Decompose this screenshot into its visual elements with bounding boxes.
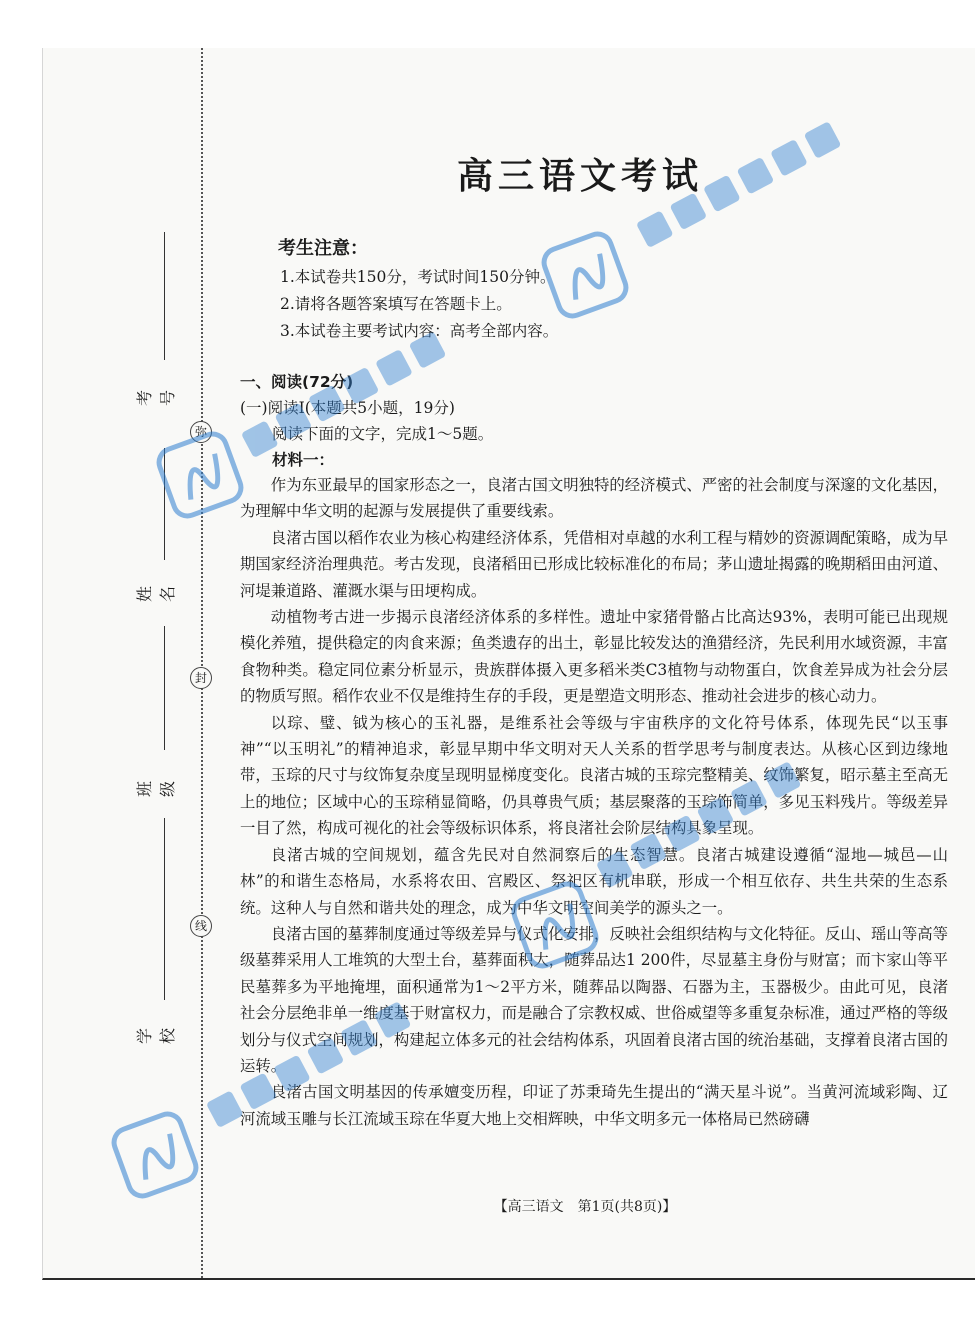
watermark-logo-center: [510, 740, 830, 980]
seal-char-mi: 弥: [190, 421, 212, 443]
seal-char-feng: 封: [190, 667, 212, 689]
paragraph: 良渚古国文明基因的传承嬗变历程，印证了苏秉琦先生提出的“满天星斗说”。当黄河流域彩陶、辽河流域玉雕与长江流域玉琮在华夏大地上交相辉映，中华文明多元一体格局已然磅礴: [240, 1083, 948, 1128]
notice-item-1: 1.本试卷共150分，考试时间150分钟。: [280, 268, 556, 286]
part-heading: 一、阅读(72分): [240, 373, 354, 391]
watermark-logo-middle: [155, 320, 475, 540]
name-label: 姓名: [135, 586, 177, 603]
class-line: [164, 626, 165, 750]
paragraph: 良渚古国以稻作农业为核心构建经济体系，凭借相对卓越的水利工程与精妙的资源调配策略，成为早期国家经济治理典范。考古发现，良渚稻田已形成比较标准化的布局；茅山遗址揭露的晚期稻田由河道、河堤兼道路、灌溉水渠与田埂构成。: [240, 528, 948, 600]
seal-char-xian: 线: [190, 915, 212, 937]
instruction: 阅读下面的文字，完成1～5题。: [272, 425, 494, 443]
watermark-logo-bottom: [110, 980, 450, 1220]
paragraph: 良渚古城的空间规划，蕴含先民对自然洞察后的生态智慧。良渚古城建设遵循“湿地—城邑—山林”的和谐生态格局，水系将农田、宫殿区、祭祀区有机串联，形成一个相互依存、共生共荣的生态系统。这种人与自然和谐共处的理念，成为中华文明空间美学的源头之一。: [240, 845, 948, 917]
material-label: 材料一：: [272, 451, 335, 469]
paragraph: 以琮、璧、钺为核心的玉礼器，是维系社会等级与宇宙秩序的文化符号体系，体现先民“以玉事神”“以玉明礼”的精神追求，彰显早期中华文明对天人关系的哲学思考与制度表达。从核心区到边缘地带，玉琮的尺寸与纹饰复杂度呈现明显梯度变化。良渚古城的玉琮完整精美、纹饰繁复，昭示墓主至高无上的地位；区域中心的玉琮稍显简略，仍具尊贵气质；基层聚落的玉琮饰简单，多见玉料残片。等级差异一目了然，构成可视化的社会等级标识体系，将良渚社会阶层结构具象呈现。: [240, 713, 948, 838]
sub-heading: (一)阅读Ⅰ(本题共5小题，19分): [240, 399, 455, 417]
notice-item-3: 3.本试卷主要考试内容：高考全部内容。: [280, 322, 559, 340]
school-label: 学校: [135, 1028, 177, 1045]
exam-number-label: 考号: [135, 390, 177, 407]
class-label: 班级: [135, 781, 177, 798]
notice-heading: 考生注意：: [278, 238, 368, 259]
paragraph: 良渚古国的墓葬制度通过等级差异与仪式化安排，反映社会组织结构与文化特征。反山、瑶山等高等级墓葬采用人工堆筑的大型土台，墓葬面积大，随葬品达1 200件，尽显墓主身份与财富；而卞家山等平民墓葬多为平地掩埋，面积通常为1～2平方米，随葬品以陶器、石器为主，玉器极少。由此可见，良渚社会分层绝非单一维度基于财富权力，而是融合了宗教权威、世俗威望等多重复杂标准，通过严格的等级划分与仪式空间规划，构建起立体多元的社会结构体系，巩固着良渚古国的统治基础，支撑着良渚古国的运转。: [240, 924, 948, 1075]
watermark-logo-top: [540, 110, 870, 330]
page-footer: 【高三语文 第1页(共8页)】: [493, 1199, 677, 1215]
paragraph: 动植物考古进一步揭示良渚经济体系的多样性。遗址中家猪骨骼占比高达93%，表明可能已出现规模化养殖，提供稳定的肉食来源；鱼类遗存的出土，彰显比较发达的渔猎经济，先民利用水域资源，丰富食物种类。稳定同位素分析显示，贵族群体摄入更多稻米类C3植物与动物蛋白，饮食差异成为社会分层的物质写照。稻作农业不仅是维持生存的手段，更是塑造文明形态、推动社会进步的核心动力。: [240, 608, 948, 706]
notice-item-2: 2.请将各题答案填写在答题卡上。: [280, 295, 512, 313]
exam-title: 高三语文考试: [456, 156, 703, 197]
school-line: [164, 818, 165, 1000]
paragraph: 作为东亚最早的国家形态之一，良渚古国文明独特的经济模式、严密的社会制度与深邃的文化基因，为理解中华文明的起源与发展提供了重要线索。: [240, 476, 948, 521]
